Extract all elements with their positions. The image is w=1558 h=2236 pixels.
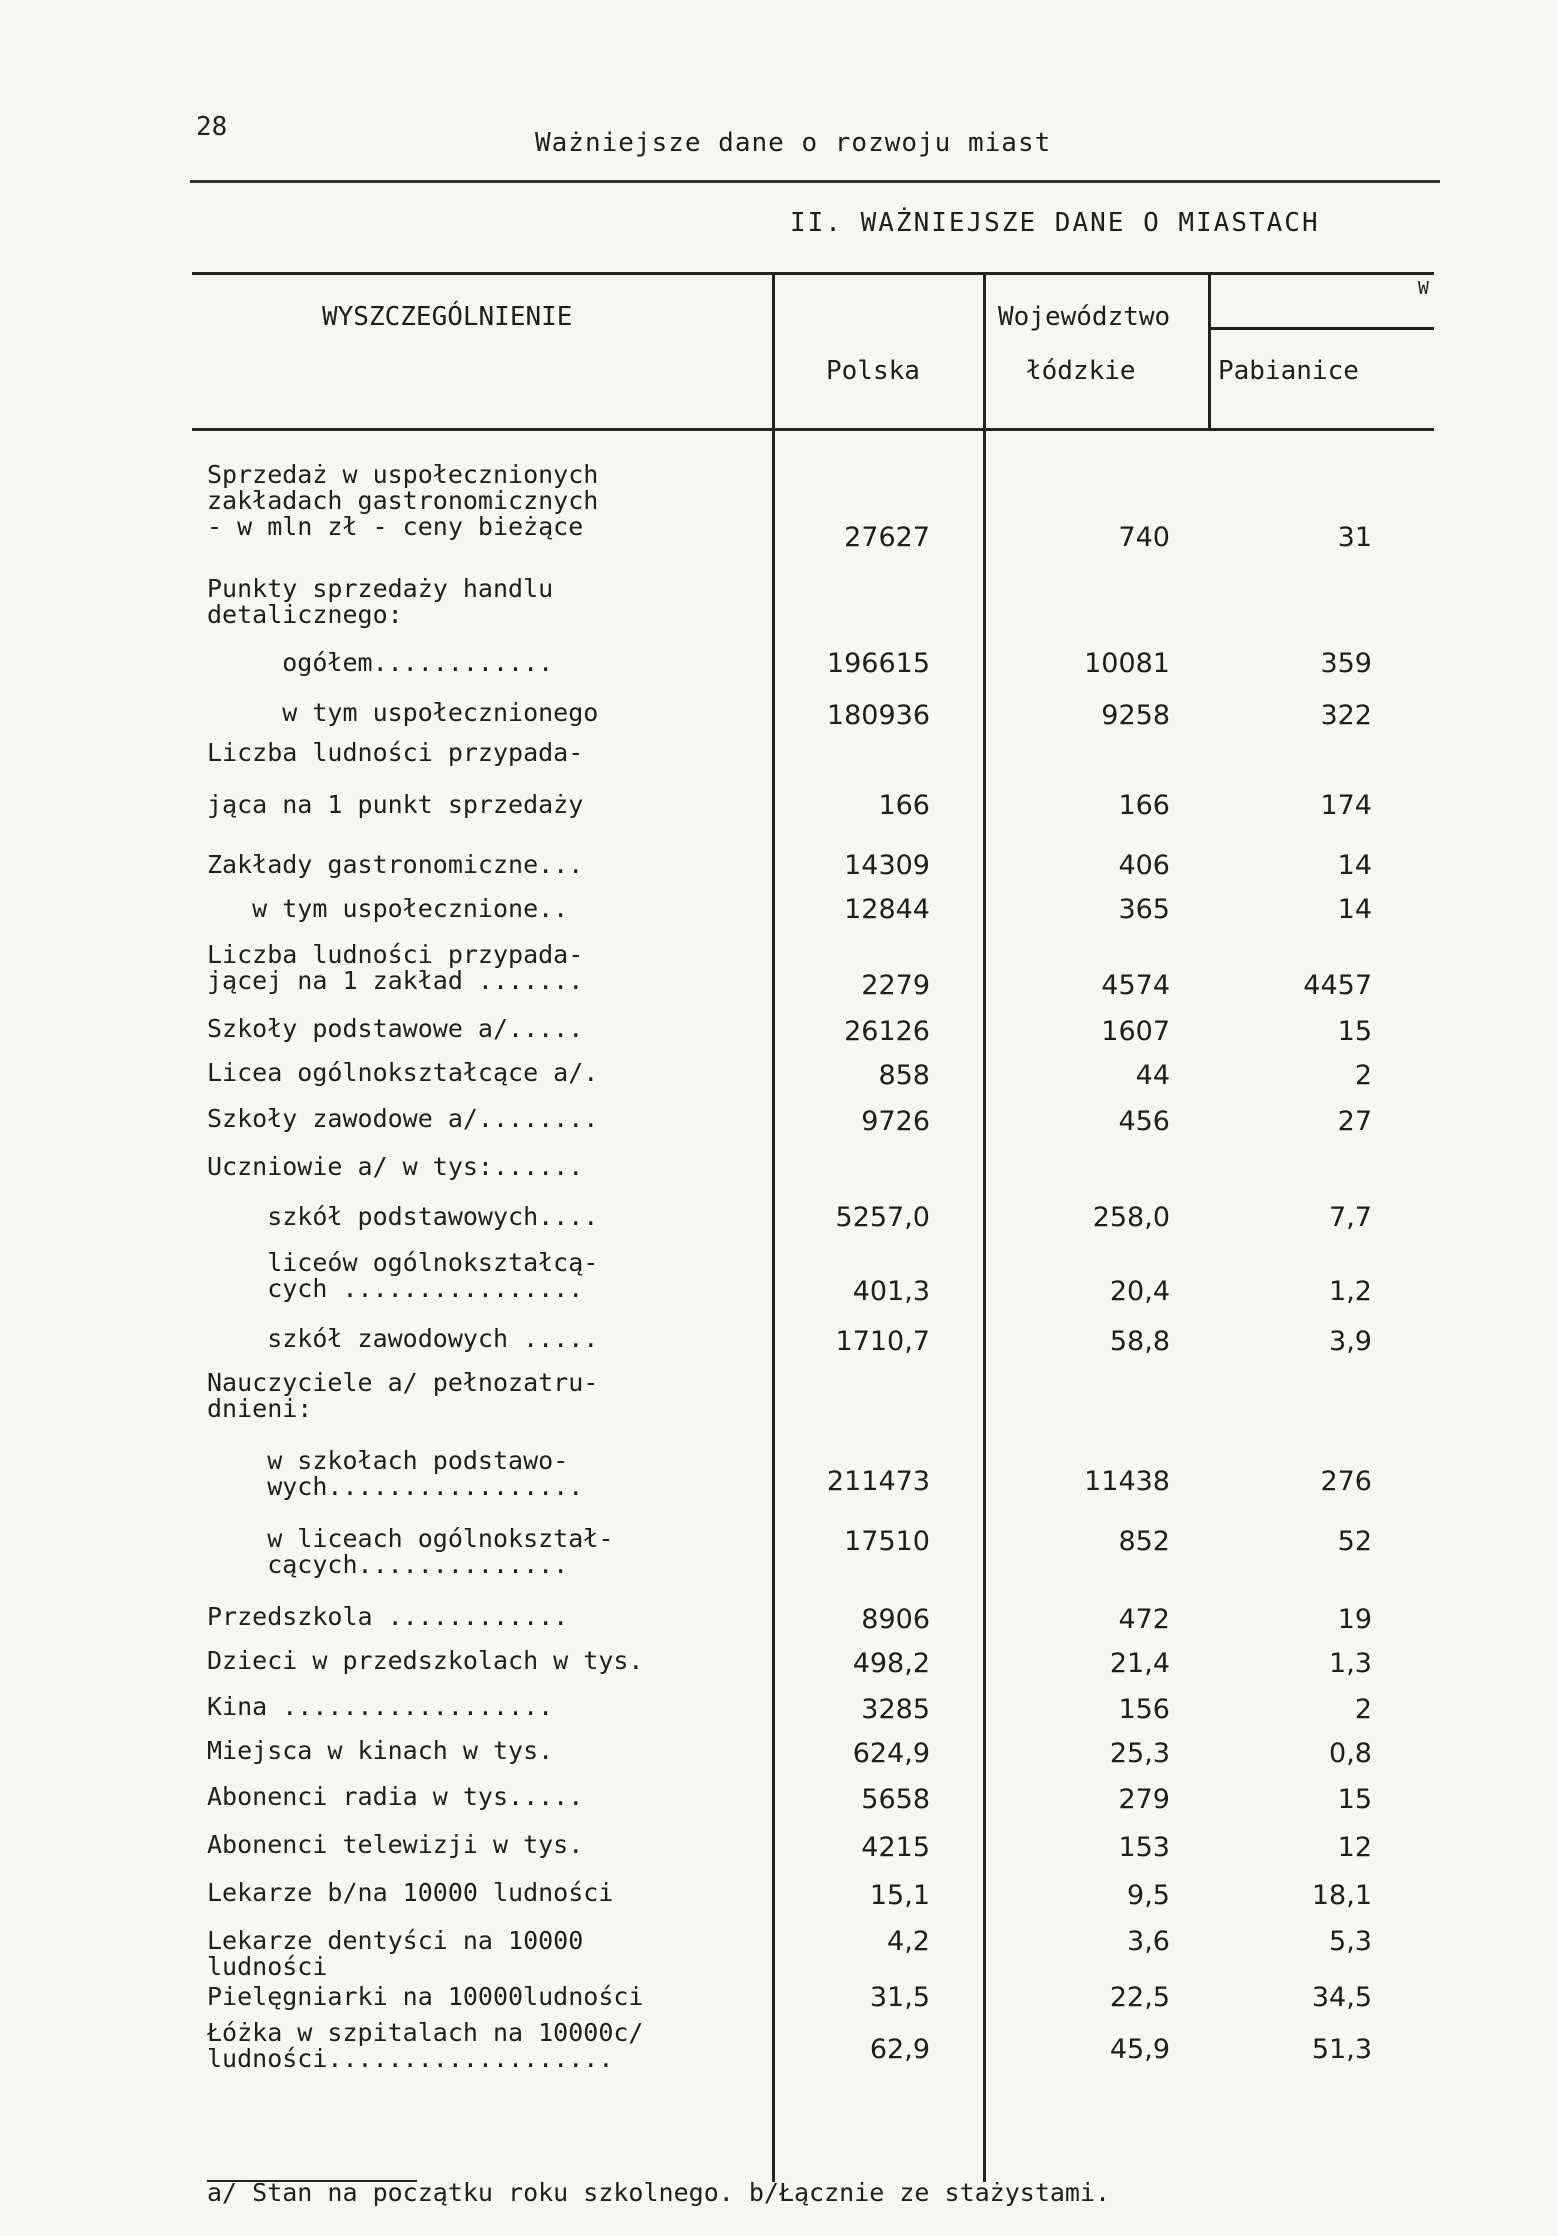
cell-polska: 17510 <box>844 1526 930 1557</box>
row-label: Sprzedaż w uspołecznionych zakładach gastronomicznych - w mln zł - ceny bieżące <box>207 460 599 541</box>
cell-polska: 858 <box>878 1060 930 1091</box>
cell-pabianice: 51,3 <box>1311 2034 1372 2065</box>
cell-pabianice: 3,9 <box>1329 1326 1372 1357</box>
row-label: Licea ogólnokształcące a/. <box>207 1058 599 1087</box>
cell-pabianice: 52 <box>1337 1526 1372 1557</box>
cell-wojewodztwo: 9,5 <box>1127 1880 1170 1911</box>
cell-wojewodztwo: 365 <box>1118 894 1170 925</box>
row-label: w szkołach podstawo- wych................. <box>267 1446 584 1501</box>
cell-pabianice: 12 <box>1337 1832 1372 1863</box>
row-label: liceów ogólnokształcą- cych ................ <box>267 1248 599 1303</box>
row-label: szkół zawodowych ..... <box>207 1324 599 1353</box>
cell-pabianice: 18,1 <box>1311 1880 1372 1911</box>
cell-pabianice: 0,8 <box>1329 1738 1372 1769</box>
header-pabianice: Pabianice <box>1218 356 1359 386</box>
cell-polska: 2279 <box>861 970 930 1001</box>
row-label: w liceach ogólnokształ- cących.............. <box>267 1524 614 1579</box>
cell-wojewodztwo: 11438 <box>1084 1466 1170 1497</box>
cell-pabianice: 4457 <box>1303 970 1372 1001</box>
cell-pabianice: 14 <box>1337 850 1372 881</box>
column-divider-1 <box>772 272 775 2182</box>
cell-wojewodztwo: 166 <box>1118 790 1170 821</box>
header-wojewodztwo-line1: Województwo <box>998 302 1171 332</box>
row-label: Liczba ludności przypada- jącej na 1 zakład ....... <box>207 940 584 995</box>
top-rule <box>190 180 1440 183</box>
cell-pabianice: 174 <box>1320 790 1372 821</box>
footnote: a/ Stan na początku roku szkolnego. b/Łącznie ze stażystami. <box>207 2178 1111 2207</box>
row-label: szkół podstawowych.... <box>207 1202 599 1231</box>
cell-wojewodztwo: 406 <box>1118 850 1170 881</box>
row-label: w tym uspołecznionego <box>207 698 599 727</box>
group-header-rule <box>1208 327 1434 330</box>
cell-pabianice: 19 <box>1337 1604 1372 1635</box>
page-number: 28 <box>196 112 228 142</box>
cell-wojewodztwo: 472 <box>1118 1604 1170 1635</box>
cell-wojewodztwo: 456 <box>1118 1106 1170 1137</box>
cell-polska: 8906 <box>861 1604 930 1635</box>
row-label: Kina .................. <box>207 1692 554 1721</box>
cell-pabianice: 15 <box>1337 1784 1372 1815</box>
row-label: Łóżka w szpitalach na 10000c/ ludności................... <box>207 2018 644 2073</box>
cell-pabianice: 1,2 <box>1329 1276 1372 1307</box>
cell-polska: 401,3 <box>852 1276 930 1307</box>
cell-wojewodztwo: 44 <box>1135 1060 1170 1091</box>
row-label: Zakłady gastronomiczne... <box>207 850 584 879</box>
cell-wojewodztwo: 10081 <box>1084 648 1170 679</box>
row-label: Miejsca w kinach w tys. <box>207 1736 554 1765</box>
cell-pabianice: 5,3 <box>1329 1926 1372 1957</box>
table-top-rule <box>192 272 1434 275</box>
row-label: Abonenci telewizji w tys. <box>207 1830 584 1859</box>
header-wojewodztwo-line2: łódzkie <box>1026 356 1136 386</box>
row-label: Lekarze b/na 10000 ludności <box>207 1878 614 1907</box>
cell-wojewodztwo: 45,9 <box>1109 2034 1170 2065</box>
cell-polska: 196615 <box>826 648 930 679</box>
cell-pabianice: 27 <box>1337 1106 1372 1137</box>
row-label: Liczba ludności przypada- <box>207 738 584 767</box>
cell-polska: 3285 <box>861 1694 930 1725</box>
row-label: Przedszkola ............ <box>207 1602 569 1631</box>
cell-wojewodztwo: 153 <box>1118 1832 1170 1863</box>
row-label: jąca na 1 punkt sprzedaży <box>207 790 584 819</box>
cell-wojewodztwo: 21,4 <box>1109 1648 1170 1679</box>
cell-wojewodztwo: 9258 <box>1101 700 1170 731</box>
cell-pabianice: 7,7 <box>1329 1202 1372 1233</box>
cell-polska: 12844 <box>844 894 930 925</box>
cell-polska: 14309 <box>844 850 930 881</box>
row-label: Szkoły podstawowe a/..... <box>207 1014 584 1043</box>
cell-wojewodztwo: 852 <box>1118 1526 1170 1557</box>
row-label: Dzieci w przedszkolach w tys. <box>207 1646 644 1675</box>
cell-polska: 5257,0 <box>835 1202 930 1233</box>
column-divider-2 <box>983 272 986 2182</box>
cell-pabianice: 34,5 <box>1311 1982 1372 2013</box>
section-title: II. WAŻNIEJSZE DANE O MIASTACH <box>790 208 1320 238</box>
row-label: Lekarze dentyści na 10000 ludności <box>207 1926 584 1981</box>
cell-wojewodztwo: 22,5 <box>1109 1982 1170 2013</box>
cell-wojewodztwo: 1607 <box>1101 1016 1170 1047</box>
cell-polska: 1710,7 <box>835 1326 930 1357</box>
cell-wojewodztwo: 58,8 <box>1109 1326 1170 1357</box>
cell-polska: 31,5 <box>869 1982 930 2013</box>
row-label: Abonenci radia w tys..... <box>207 1782 584 1811</box>
cell-wojewodztwo: 258,0 <box>1092 1202 1170 1233</box>
cell-polska: 4215 <box>861 1832 930 1863</box>
cell-polska: 211473 <box>826 1466 930 1497</box>
row-label: Szkoły zawodowe a/........ <box>207 1104 599 1133</box>
cell-polska: 62,9 <box>869 2034 930 2065</box>
cell-pabianice: 31 <box>1337 522 1372 553</box>
cell-pabianice: 322 <box>1320 700 1372 731</box>
cell-wojewodztwo: 20,4 <box>1109 1276 1170 1307</box>
cell-pabianice: 14 <box>1337 894 1372 925</box>
cell-pabianice: 2 <box>1354 1060 1372 1091</box>
cell-wojewodztwo: 25,3 <box>1109 1738 1170 1769</box>
cell-polska: 27627 <box>844 522 930 553</box>
cell-pabianice: 2 <box>1354 1694 1372 1725</box>
header-polska: Polska <box>826 356 920 386</box>
row-label: Nauczyciele a/ pełnozatru- dnieni: <box>207 1368 599 1423</box>
row-label: w tym uspołecznione.. <box>207 894 569 923</box>
cell-wojewodztwo: 279 <box>1118 1784 1170 1815</box>
cell-pabianice: 276 <box>1320 1466 1372 1497</box>
row-label: ogółem............ <box>207 648 554 677</box>
cell-pabianice: 1,3 <box>1329 1648 1372 1679</box>
row-label: Pielęgniarki na 10000ludności <box>207 1982 644 2011</box>
cell-polska: 498,2 <box>852 1648 930 1679</box>
header-item: WYSZCZEGÓLNIENIE <box>322 302 573 332</box>
cell-polska: 166 <box>878 790 930 821</box>
cell-polska: 624,9 <box>852 1738 930 1769</box>
running-title: Ważniejsze dane o rozwoju miast <box>535 128 1052 158</box>
cell-polska: 26126 <box>844 1016 930 1047</box>
cell-pabianice: 15 <box>1337 1016 1372 1047</box>
header-group-mark: W <box>1418 278 1429 299</box>
cell-pabianice: 359 <box>1320 648 1372 679</box>
cell-wojewodztwo: 156 <box>1118 1694 1170 1725</box>
table-header-rule <box>192 428 1434 431</box>
column-divider-3 <box>1208 272 1211 430</box>
cell-polska: 180936 <box>826 700 930 731</box>
row-label: Uczniowie a/ w tys:...... <box>207 1152 584 1181</box>
cell-wojewodztwo: 4574 <box>1101 970 1170 1001</box>
cell-wojewodztwo: 740 <box>1118 522 1170 553</box>
cell-polska: 9726 <box>861 1106 930 1137</box>
cell-polska: 5658 <box>861 1784 930 1815</box>
cell-polska: 4,2 <box>887 1926 930 1957</box>
row-label: Punkty sprzedaży handlu detalicznego: <box>207 574 554 629</box>
cell-wojewodztwo: 3,6 <box>1127 1926 1170 1957</box>
cell-polska: 15,1 <box>869 1880 930 1911</box>
